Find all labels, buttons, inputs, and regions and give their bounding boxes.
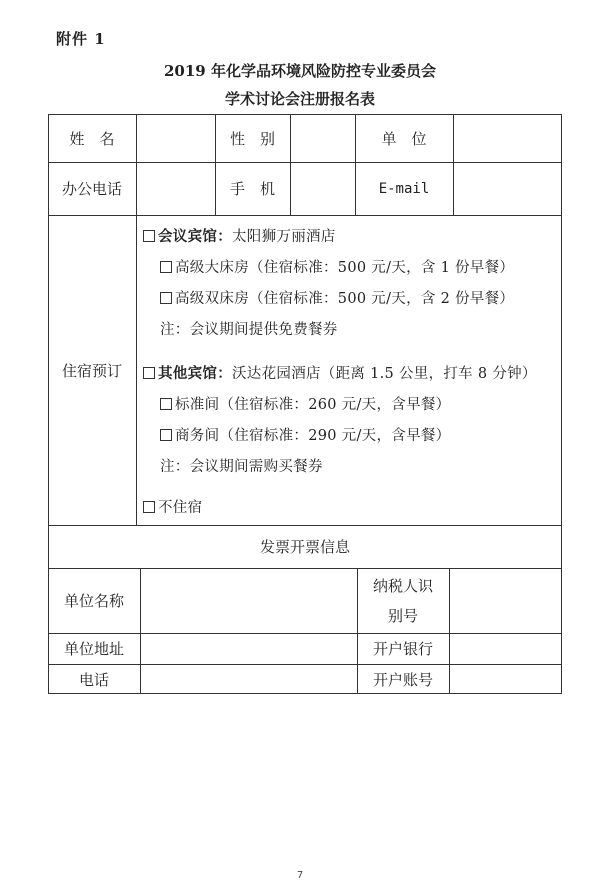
hotel1-note: 注：会议期间提供免费餐券	[160, 322, 338, 338]
unit-address-field[interactable]	[141, 634, 357, 663]
bank-field[interactable]	[450, 634, 561, 663]
taxpayer-id-label-line1: 纳税人识	[372, 576, 433, 595]
checkbox-icon[interactable]	[160, 292, 172, 304]
bank-label: 开户银行	[372, 640, 433, 658]
attachment-label: 附件 1	[56, 30, 106, 48]
office-phone-field[interactable]	[137, 163, 215, 214]
no-lodging-label: 不住宿	[158, 500, 203, 516]
checkbox-icon[interactable]	[143, 501, 155, 513]
hotel1-room2-option[interactable]	[160, 287, 514, 308]
hotel1-room1-label: 高级大床房（住宿标准：500 元/天，含 1 份早餐）	[175, 260, 515, 276]
checkbox-icon[interactable]	[143, 230, 155, 242]
gender-field[interactable]	[291, 115, 355, 161]
taxpayer-id-field[interactable]	[450, 569, 561, 632]
unit-name-label: 单位名称	[63, 592, 124, 610]
page-number: 7	[296, 870, 304, 881]
hotel2-note: 注：会议期间需购买餐券	[160, 459, 323, 475]
checkbox-icon[interactable]	[160, 261, 172, 273]
checkbox-icon[interactable]	[160, 398, 172, 410]
hotel2-option[interactable]	[143, 362, 537, 383]
hotel2-room2-label: 商务间（住宿标准：290 元/天，含早餐）	[175, 428, 451, 444]
invoice-section-title: 发票开票信息	[259, 538, 350, 556]
hotel2-room1-label: 标准间（住宿标准：260 元/天，含早餐）	[175, 397, 451, 413]
lodging-label: 住宿预订	[61, 361, 122, 380]
unit-field[interactable]	[454, 115, 561, 161]
mobile-label: 手 机	[229, 180, 275, 198]
office-phone-label: 办公电话	[61, 180, 122, 198]
taxpayer-id-label-line2: 别号	[387, 606, 418, 625]
phone-field[interactable]	[141, 665, 357, 693]
name-label: 姓 名	[69, 129, 115, 148]
hotel1-room1-option[interactable]	[160, 256, 514, 277]
taxpayer-id-label	[357, 568, 449, 633]
hotel2-room2-option[interactable]	[160, 424, 450, 445]
hotel2-room1-option[interactable]	[160, 393, 450, 414]
account-field[interactable]	[450, 665, 561, 693]
email-field[interactable]	[454, 163, 561, 214]
mobile-field[interactable]	[291, 163, 355, 214]
gender-label: 性 别	[229, 129, 275, 148]
name-field[interactable]	[137, 115, 215, 161]
hotel1-option[interactable]	[143, 225, 336, 246]
hotel1-title: 会议宾馆：	[158, 228, 232, 245]
hotel1-room2-label: 高级双床房（住宿标准：500 元/天，含 2 份早餐）	[175, 291, 515, 307]
unit-address-label: 单位地址	[63, 640, 124, 658]
form-title-line2: 学术讨论会注册报名表	[224, 90, 375, 108]
phone-label: 电话	[78, 670, 109, 689]
hotel2-title: 其他宾馆：	[158, 365, 232, 382]
unit-name-field[interactable]	[141, 569, 357, 632]
account-label: 开户账号	[372, 670, 433, 689]
no-lodging-option[interactable]	[143, 496, 202, 517]
form-title-line1: 2019 年化学品环境风险防控专业委员会	[164, 62, 436, 80]
hotel1-name: 太阳狮万丽酒店	[232, 229, 336, 245]
checkbox-icon[interactable]	[143, 367, 155, 379]
hotel2-name: 沃达花园酒店（距离 1.5 公里，打车 8 分钟）	[232, 366, 537, 382]
unit-label: 单 位	[381, 129, 427, 148]
email-label: E-mail	[378, 180, 430, 197]
checkbox-icon[interactable]	[160, 429, 172, 441]
